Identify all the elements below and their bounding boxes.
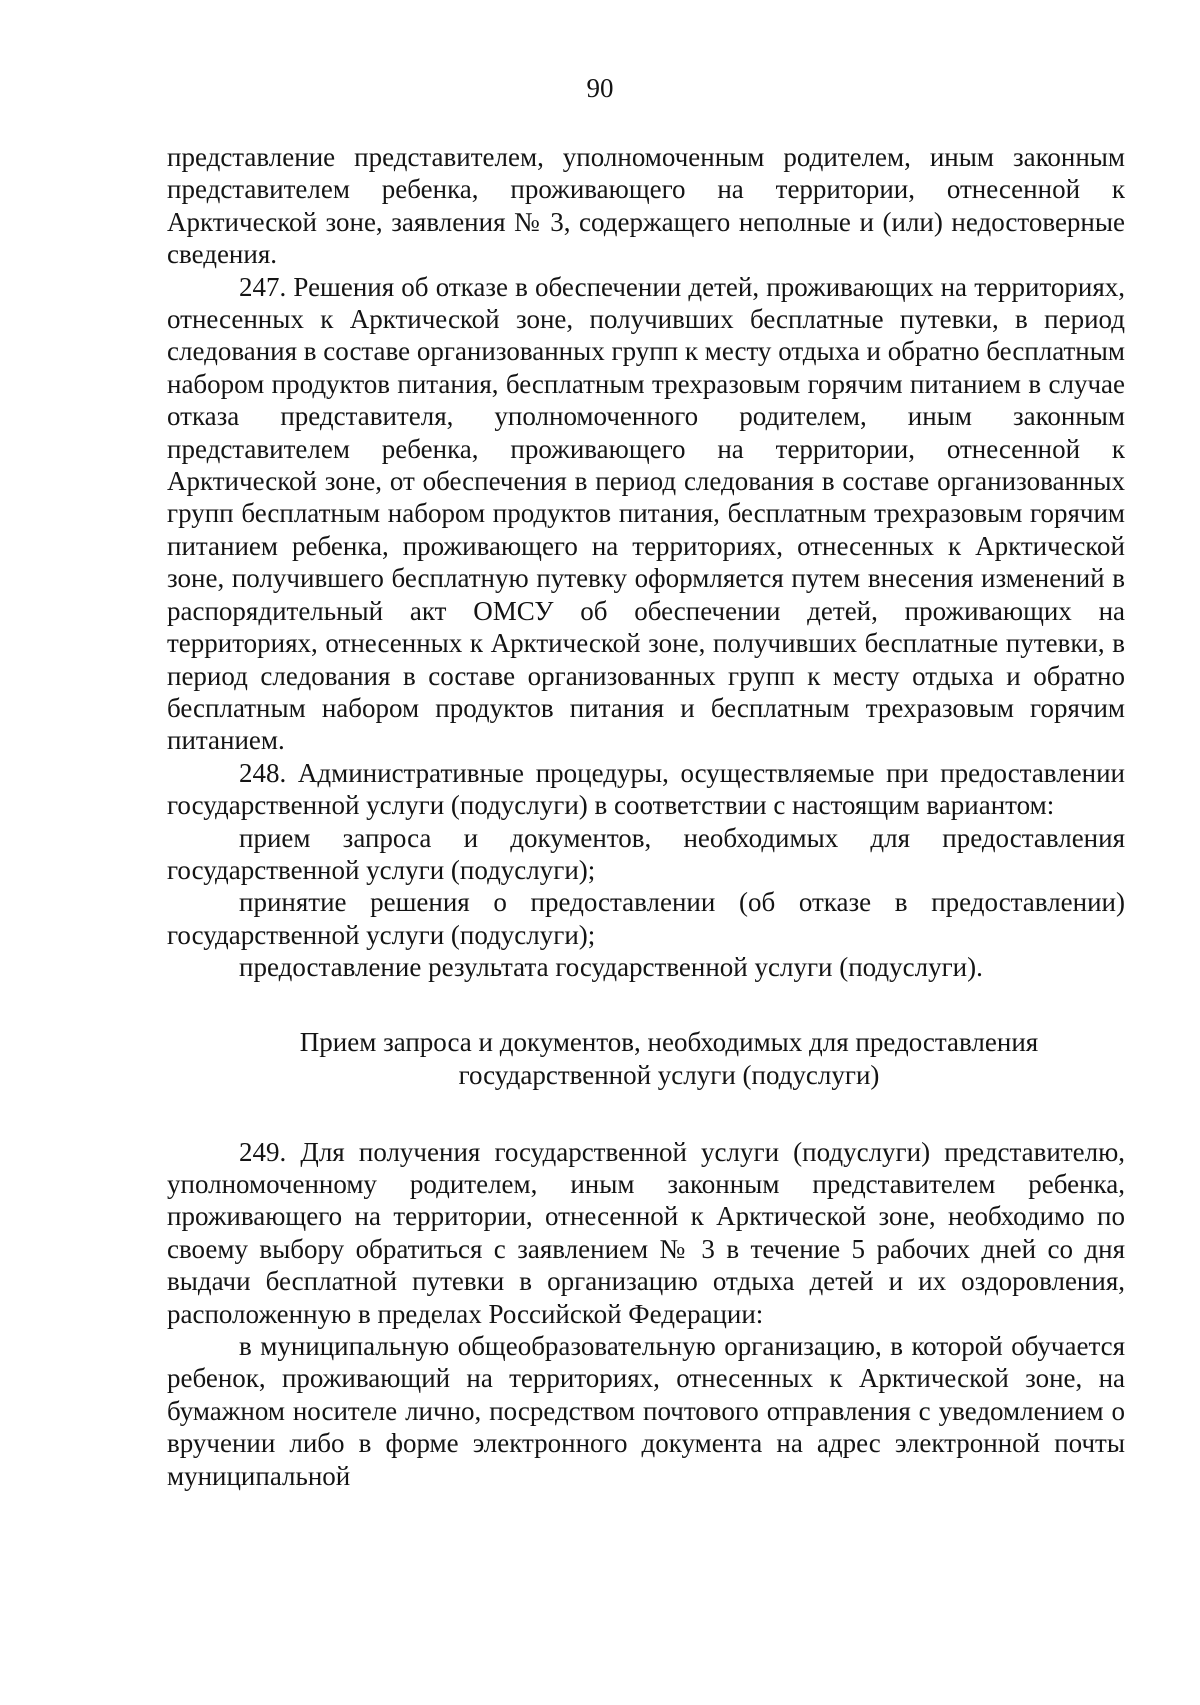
paragraph-continuation: представление представителем, уполномоченным родителем, иным законным представителем ребенка, проживающего на территории, отнесенной к Арктической зоне, заявления № 3, содержащего неполные и (или) недостоверные сведения. [167, 142, 1125, 270]
paragraph-249: 249. Для получения государственной услуги (подуслуги) представителю, уполномоченному родителем, иным законным представителем ребенка, проживающего на территории, отнесенной к Арктической зоне, необходимо по своему выбору обратиться с заявлением № 3 в течение 5 рабочих дней со дня выдачи бесплатной путевки в организацию отдыха детей и их оздоровления, расположенную в пределах Российской Федерации: [167, 1136, 1125, 1329]
list-item-procedure-2: принятие решения о предоставлении (об отказе в предоставлении) государственной услуги (подуслуги); [167, 887, 1125, 950]
section-heading-line-2: государственной услуги (подуслуги) [458, 1059, 880, 1090]
section-heading [167, 1026, 1125, 1092]
document-body [167, 141, 1125, 1492]
list-item-procedure-3: предоставление результата государственной услуги (подуслуги). [239, 952, 983, 983]
page-number: 90 [586, 73, 614, 103]
list-item-procedure-1: прием запроса и документов, необходимых для предоставления государственной услуги (подуслуги); [167, 822, 1125, 885]
paragraph-248: 248. Административные процедуры, осуществляемые при предоставлении государственной услуги (подуслуги) в соответствии с настоящим вариантом: [167, 757, 1125, 821]
section-heading-line-1: Прием запроса и документов, необходимых для предоставления [299, 1026, 1039, 1057]
paragraph-247: 247. Решения об отказе в обеспечении детей, проживающих на территориях, отнесенных к Арктической зоне, получивших бесплатные путевки, в период следования в составе организованных групп к месту отдыха и обратно бесплатным набором продуктов питания, бесплатным трехразовым горячим питанием в случае отказа представителя, уполномоченного родителем, иным законным представителем ребенка, проживающего на территории, отнесенной к Арктической зоне, от обеспечения в период следования в составе организованных групп бесплатным набором продуктов питания, бесплатным трехразовым горячим питанием ребенка, проживающего на территориях, отнесенных к Арктической зоне, получившего бесплатную путевку оформляется путем внесения изменений в распорядительный акт ОМСУ об обеспечении детей, проживающих на территориях, отнесенных к Арктической зоне, получивших бесплатные путевки, в период следования в составе организованных групп к месту отдыха и обратно бесплатным набором продуктов питания и бесплатным трехразовым горячим питанием. [167, 271, 1125, 756]
paragraph-249-option: в муниципальную общеобразовательную организацию, в которой обучается ребенок, проживающий на территориях, отнесенных к Арктической зоне, на бумажном носителе лично, посредством почтового отправления с уведомлением о вручении либо в форме электронного документа на адрес электронной почты муниципальной [167, 1331, 1125, 1491]
